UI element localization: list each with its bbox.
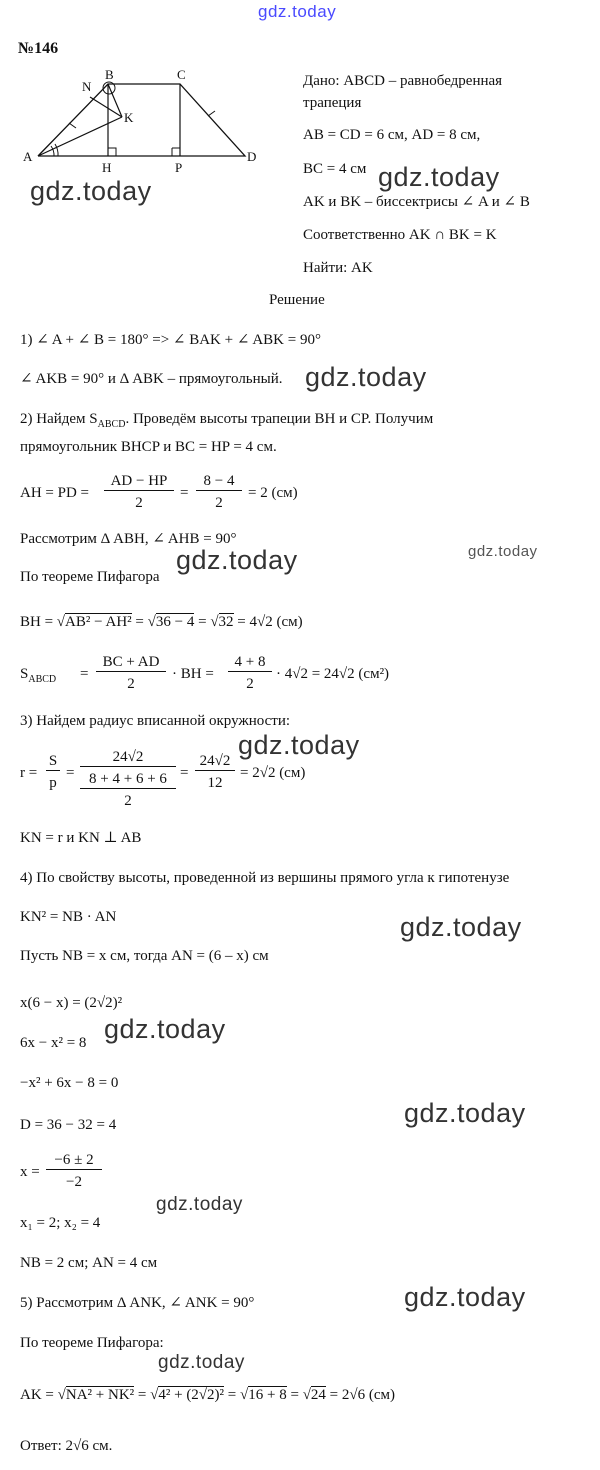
step-2c-frac2-den: 2 — [215, 495, 223, 511]
step-3b-f3-den: 12 — [207, 775, 223, 791]
watermark-6: gdz.today — [238, 730, 360, 760]
label-a: A — [23, 149, 33, 164]
given-line-4: BC = 4 см — [303, 161, 367, 177]
step-2g-right: · 4√2 = 24√2 (см²) — [276, 666, 390, 682]
sqrt-sign-3: √ — [210, 614, 219, 630]
tick-cd — [208, 111, 215, 116]
step-5c-eq3: = — [290, 1387, 299, 1403]
step-4h-num: −6 ± 2 — [46, 1151, 102, 1170]
answer: Ответ: 2√6 см. — [20, 1438, 113, 1454]
step-3b-f3-num: 24√2 — [195, 752, 235, 771]
step-2f-left: BH = — [20, 614, 54, 630]
watermark-top: gdz.today — [258, 2, 337, 21]
problem-number: №146 — [18, 40, 59, 57]
trapezoid-figure — [20, 64, 270, 179]
step-2g-frac-den: 2 — [127, 676, 135, 692]
step-5c-root1: NA² + NK² — [65, 1387, 135, 1403]
step-2f-eq2: = — [198, 614, 207, 630]
label-k: K — [124, 110, 134, 125]
step-4f: −x² + 6x − 8 = 0 — [20, 1075, 119, 1091]
step-2c-frac2-num: 8 − 4 — [196, 472, 242, 491]
step-5c-eq1: = — [137, 1387, 147, 1403]
step-2f-right: = 4√2 (см) — [237, 614, 303, 630]
step-5c-root3: 16 + 8 — [248, 1387, 287, 1403]
step-2g-frac2-den: 2 — [246, 676, 254, 692]
sqrt-sign-2: √ — [147, 614, 156, 630]
step-2g-frac-num: BC + AD — [96, 653, 166, 672]
step-4c: Пусть NB = x см, тогда AN = (6 – x) см — [20, 948, 269, 964]
given-line-7: Найти: AK — [303, 260, 373, 276]
step-2g-frac2-num: 4 + 8 — [228, 653, 272, 672]
step-2c-eq: = — [180, 485, 189, 501]
tick-ab — [69, 123, 76, 128]
given-line-6: Соответственно AK ∩ BK = K — [303, 227, 497, 243]
watermark-11: gdz.today — [404, 1282, 526, 1312]
sqrt-sign-7: √ — [302, 1387, 311, 1403]
step-5c-eq2: = — [227, 1387, 237, 1403]
step-2c-frac1-den: 2 — [135, 495, 143, 511]
watermark-12: gdz.today — [158, 1352, 245, 1373]
step-2e: По теореме Пифагора — [20, 569, 160, 585]
step-3c: KN = r и KN ⊥ AB — [20, 830, 142, 846]
watermark-2: gdz.today — [378, 162, 500, 192]
step-2b: прямоугольник BHCP и BC = HP = 4 см. — [20, 439, 277, 455]
watermark-8: gdz.today — [104, 1014, 226, 1044]
step-5c-left: AK = — [20, 1387, 54, 1403]
step-2d: Рассмотрим Δ ABH, ∠ AHB = 90° — [20, 531, 237, 547]
step-2f-root: AB² − AH² — [65, 614, 132, 630]
step-2f-root2: 36 − 4 — [155, 614, 195, 630]
watermark-4: gdz.today — [176, 545, 298, 575]
sqrt-sign-4: √ — [57, 1387, 66, 1403]
step-2c-right: = 2 (см) — [248, 485, 298, 501]
step-3b-eq1: = — [66, 765, 75, 781]
label-b: B — [105, 67, 114, 82]
label-d: D — [247, 149, 257, 164]
step-2f-root3: 32 — [218, 614, 234, 630]
step-4j: NB = 2 см; AN = 4 см — [20, 1255, 158, 1271]
given-line-2: трапеция — [303, 95, 362, 111]
sqrt-sign-6: √ — [240, 1387, 249, 1403]
watermark-1: gdz.today — [30, 176, 152, 206]
step-5c — [20, 1386, 395, 1404]
given-line-1: Дано: ABCD – равнобедренная — [303, 73, 503, 89]
step-3b-right: = 2√2 (см) — [240, 765, 306, 781]
step-1a: 1) ∠ A + ∠ B = 180° => ∠ BAK + ∠ ABK = 90° — [20, 332, 321, 348]
step-2a-pre: 2) Найдем S — [20, 411, 98, 427]
step-1b: ∠ AKB = 90° и Δ ABK – прямоугольный. — [20, 371, 283, 387]
step-2c-frac1-num: AD − HP — [104, 472, 174, 491]
step-5c-right: = 2√6 (см) — [329, 1387, 396, 1403]
label-p: P — [175, 160, 183, 175]
angle-mark-a — [51, 146, 54, 156]
step-2f — [20, 613, 303, 631]
step-2g-eq: = — [80, 666, 89, 682]
step-5c-root4: 24 — [310, 1387, 326, 1403]
given-line-3: AB = CD = 6 см, AD = 8 см, — [303, 127, 481, 143]
step-4b: KN² = NB · AN — [20, 909, 117, 925]
angle-mark-a2 — [55, 144, 58, 156]
step-2a-sub: ABCD — [97, 419, 126, 430]
step-2g-S: S — [20, 666, 29, 682]
watermark-7: gdz.today — [400, 912, 522, 942]
step-2g-sub: ABCD — [28, 674, 57, 685]
step-2g-s — [20, 665, 56, 689]
label-h: H — [102, 160, 112, 175]
step-3b-f2-num: 24√2 — [80, 748, 176, 767]
watermark-3: gdz.today — [305, 362, 427, 392]
label-n: N — [82, 79, 92, 94]
watermark-9: gdz.today — [404, 1098, 526, 1128]
watermark-10: gdz.today — [156, 1194, 243, 1215]
step-3b-f1-num: S — [46, 752, 60, 771]
step-2a-post: . Проведём высоты трапеции BH и CP. Получим — [125, 411, 434, 427]
sqrt-sign-5: √ — [150, 1387, 159, 1403]
step-3b-f2-den-bot: 2 — [124, 793, 132, 809]
step-2f-eq1: = — [135, 614, 144, 630]
watermark-5: gdz.today — [468, 543, 538, 560]
step-4h-left: x = — [20, 1164, 40, 1180]
step-4a: 4) По свойству высоты, проведенной из вершины прямого угла к гипотенузе — [20, 870, 510, 886]
step-4e: 6x − x² = 8 — [20, 1035, 87, 1051]
step-3b-left: r = — [20, 765, 38, 781]
step-3a: 3) Найдем радиус вписанной окружности: — [20, 713, 291, 729]
step-4i: x₁ = 2; x₂ = 4 — [20, 1215, 101, 1231]
right-angle-h — [108, 148, 116, 156]
step-5a: 5) Рассмотрим Δ ANK, ∠ ANK = 90° — [20, 1295, 255, 1311]
bisector-ak — [38, 117, 122, 156]
step-5c-root2: 4² + (2√2)² — [158, 1387, 225, 1403]
step-4d: x(6 − x) = (2√2)² — [20, 995, 123, 1011]
label-c: C — [177, 67, 186, 82]
step-4g: D = 36 − 32 = 4 — [20, 1117, 117, 1133]
step-2a — [20, 410, 433, 434]
step-4h-den: −2 — [66, 1174, 82, 1190]
step-3b-f2-den-top: 8 + 4 + 6 + 6 — [80, 770, 176, 789]
step-3b-f1-den: p — [49, 775, 57, 791]
given-line-5: AK и BK – биссектрисы ∠ A и ∠ B — [303, 194, 530, 210]
step-2c-left: AH = PD = — [20, 485, 90, 501]
step-5b: По теореме Пифагора: — [20, 1335, 164, 1351]
trapezoid-outline — [38, 84, 245, 156]
step-3b-eq2: = — [180, 765, 189, 781]
step-2g-mid: · BH = — [172, 666, 214, 682]
solution-title: Решение — [269, 292, 325, 308]
sqrt-sign-1: √ — [56, 614, 66, 630]
